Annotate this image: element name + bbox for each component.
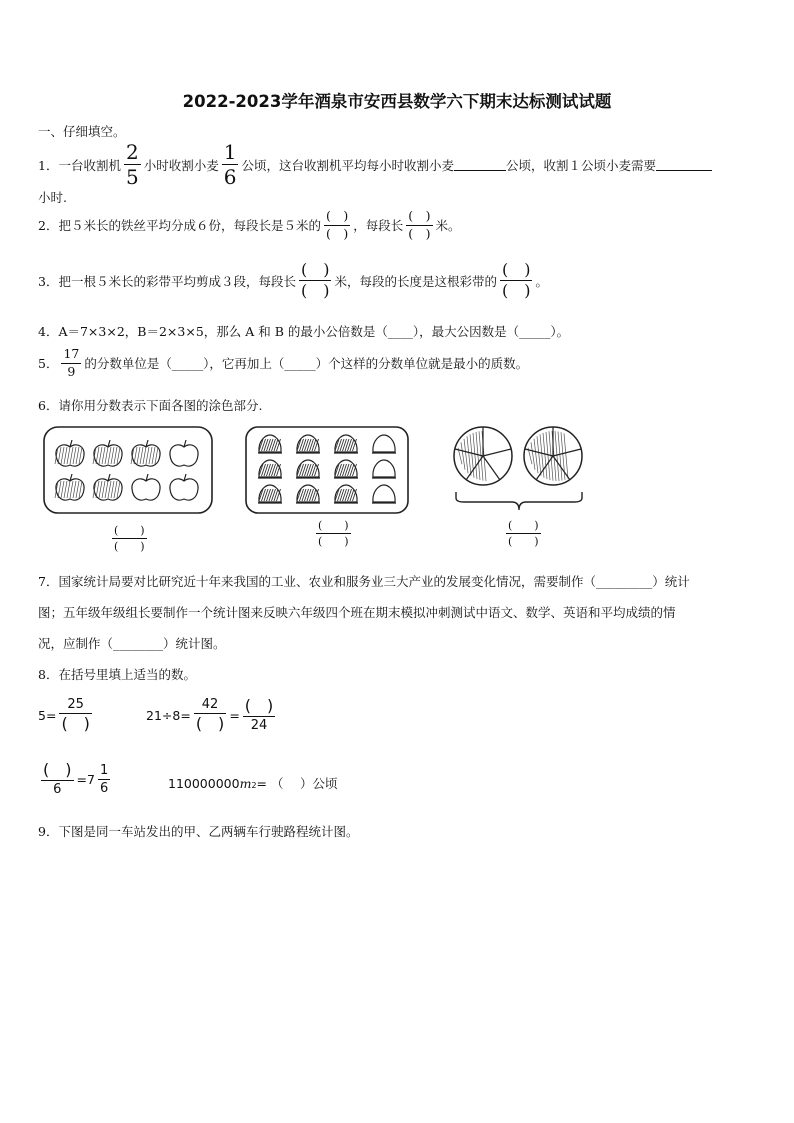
shell-icon (296, 485, 320, 503)
blank-numerator[interactable]: ( ) (43, 760, 72, 779)
question-5: 5． $\frac{17}{9}$ 的分数单位是（_____），它再加上（_____）个这样的分数单位就是最小的质数。 (38, 346, 529, 379)
shell-icon (258, 460, 282, 478)
question-4: 4．A＝7×3×2，B＝2×3×5，那么 A 和 B 的最小公倍数是（____），最大公因数是（_____）。 (38, 324, 570, 339)
shells-figure (244, 425, 410, 515)
fraction-1-6: $\frac{1}{6}$ (223, 140, 237, 189)
shell-icon (296, 435, 320, 453)
question-1: 1．一台收割机 $\frac{2}{5}$ 小时收割小麦 $\frac{1}{6}$ 公顷，这台收割机平均每小时收割小麦 公顷，收割１公顷小麦需要 (38, 142, 712, 187)
question-1-cont: 小时. (38, 190, 67, 205)
fraction-17-9: $\frac{17}{9}$ (63, 346, 80, 379)
blank-fraction[interactable]: $\frac{( )}{( )}$ (300, 260, 330, 300)
blank-fraction[interactable]: $\frac{( )}{( )}$ (501, 260, 531, 300)
answer-blank[interactable] (656, 159, 712, 171)
question-6: 6．请你用分数表示下面各图的涂色部分. (38, 398, 263, 413)
section-heading: 一、仔细填空。 (38, 124, 126, 139)
shell-icon (258, 485, 282, 503)
shell-icon (372, 435, 396, 453)
equation-3: $\frac{( )}{6}$ =7 $\frac{1}{6}$ (43, 760, 109, 797)
blank-numerator[interactable]: ( ) (244, 696, 274, 715)
apple-icon (132, 474, 160, 500)
answer-fraction-circles[interactable]: ( ) ( ) (508, 519, 539, 548)
question-9: 9．下图是同一车站发出的甲、乙两辆车行驶路程统计图。 (38, 824, 359, 839)
shell-icon (372, 485, 396, 503)
apple-icon (93, 440, 122, 466)
question-2: 2．把５米长的铁丝平均分成６份，每段长是５米的 $\frac{( )}{( )}$ ，每段长 $\frac{( )}{( )}$ 米。 (38, 208, 461, 241)
apple-icon (170, 474, 198, 500)
apple-icon (55, 440, 84, 466)
equation-2: 21÷8= $\frac{42}{( )}$ = $\frac{( )}{24}$ (146, 696, 274, 733)
answer-fraction-apples[interactable]: ( ) ( ) (114, 524, 145, 553)
blank-fraction[interactable]: $\frac{( )}{( )}$ (325, 208, 349, 241)
apples-figure (42, 425, 214, 515)
shell-icon (334, 435, 358, 453)
shell-icon (258, 435, 282, 453)
apple-icon (55, 474, 84, 500)
page-title: 2022-2023学年酒泉市安西县数学六下期末达标测试试题 (182, 92, 612, 111)
shell-icon (334, 485, 358, 503)
apple-icon (131, 440, 160, 466)
blank-denominator[interactable]: ( ) (61, 714, 90, 733)
blank-fraction[interactable]: $\frac{( )}{( )}$ (408, 208, 431, 241)
equation-1: 5= $\frac{25}{( )}$ (38, 697, 90, 733)
equation-4: 110000000 m 2 = （ ）公顷 (168, 776, 338, 791)
circles-figure (452, 424, 586, 516)
fraction-2-5: $\frac{2}{5}$ (125, 140, 139, 189)
question-8: 8．在括号里填上适当的数。 (38, 667, 196, 682)
shell-icon (372, 460, 396, 478)
shell-icon (334, 460, 358, 478)
question-7-line3: 况，应制作（________）统计图。 (38, 636, 226, 651)
apple-icon (170, 440, 198, 466)
answer-blank[interactable] (454, 159, 506, 171)
shell-icon (296, 460, 320, 478)
question-3: 3．把一根５米长的彩带平均剪成３段，每段长 $\frac{( )}{( )}$ 米，每段的长度是这根彩带的 $\frac{( )}{( )}$ 。 (38, 260, 548, 300)
blank-denominator[interactable]: ( ) (195, 714, 225, 733)
question-7-line2: 图；五年级年级组长要制作一个统计图来反映六年级四个班在期末模拟冲刺测试中语文、数学、英语和平均成绩的情 (38, 605, 676, 620)
answer-fraction-shells[interactable]: ( ) ( ) (318, 519, 349, 548)
question-7-line1: 7．国家统计局要对比研究近十年来我国的工业、农业和服务业三大产业的发展变化情况，需要制作（_________）统计 (38, 574, 690, 589)
apple-icon (93, 474, 122, 500)
